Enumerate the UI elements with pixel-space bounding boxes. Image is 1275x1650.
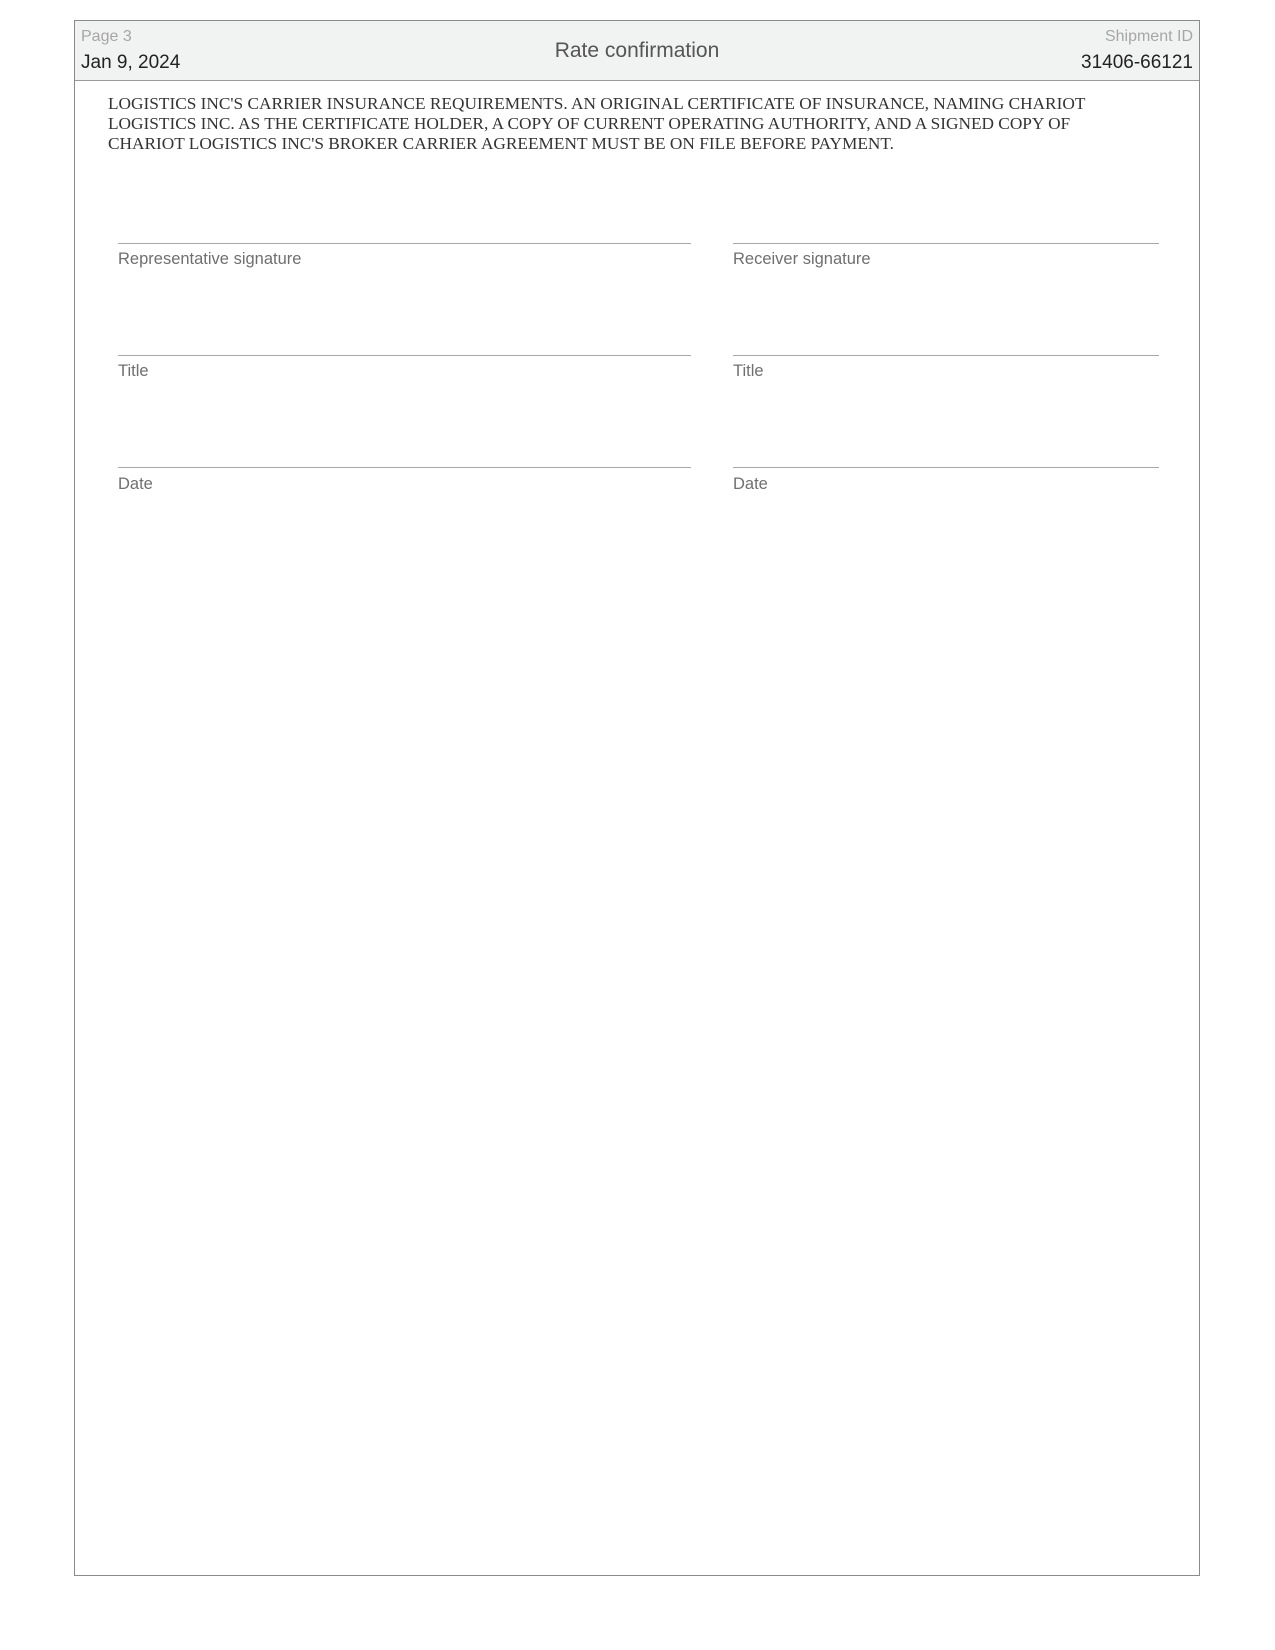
representative-signature-line[interactable] [118,243,691,244]
document-page [74,20,1200,1576]
terms-paragraph: LOGISTICS INC'S CARRIER INSURANCE REQUIREMENTS. AN ORIGINAL CERTIFICATE OF INSURANCE, NAMING CHARIOT LOGISTICS INC. AS THE CERTIFICATE HOLDER, A COPY OF CURRENT OPERATING AUTHORITY, AND A SIGNED COPY OF CHARIOT LOGISTICS INC'S BROKER CARRIER AGREEMENT MUST BE ON FILE BEFORE PAYMENT. [108,94,1086,153]
receiver-title-line[interactable] [733,355,1159,356]
receiver-signature-line[interactable] [733,243,1159,244]
receiver-date-line[interactable] [733,467,1159,468]
page-header [75,21,1199,81]
page-number: Page 3 [81,28,132,45]
representative-title-line[interactable] [118,355,691,356]
representative-date-line[interactable] [118,467,691,468]
document-title: Rate confirmation [554,39,720,62]
document-date: Jan 9, 2024 [81,52,181,73]
representative-date-label: Date [118,475,153,493]
shipment-id-value: 31406-66121 [1081,52,1193,73]
receiver-date-label: Date [733,475,768,493]
representative-title-label: Title [118,362,149,380]
shipment-id-label: Shipment ID [1104,28,1193,45]
representative-signature-label: Representative signature [118,250,302,268]
receiver-signature-label: Receiver signature [733,250,871,268]
receiver-title-label: Title [733,362,764,380]
